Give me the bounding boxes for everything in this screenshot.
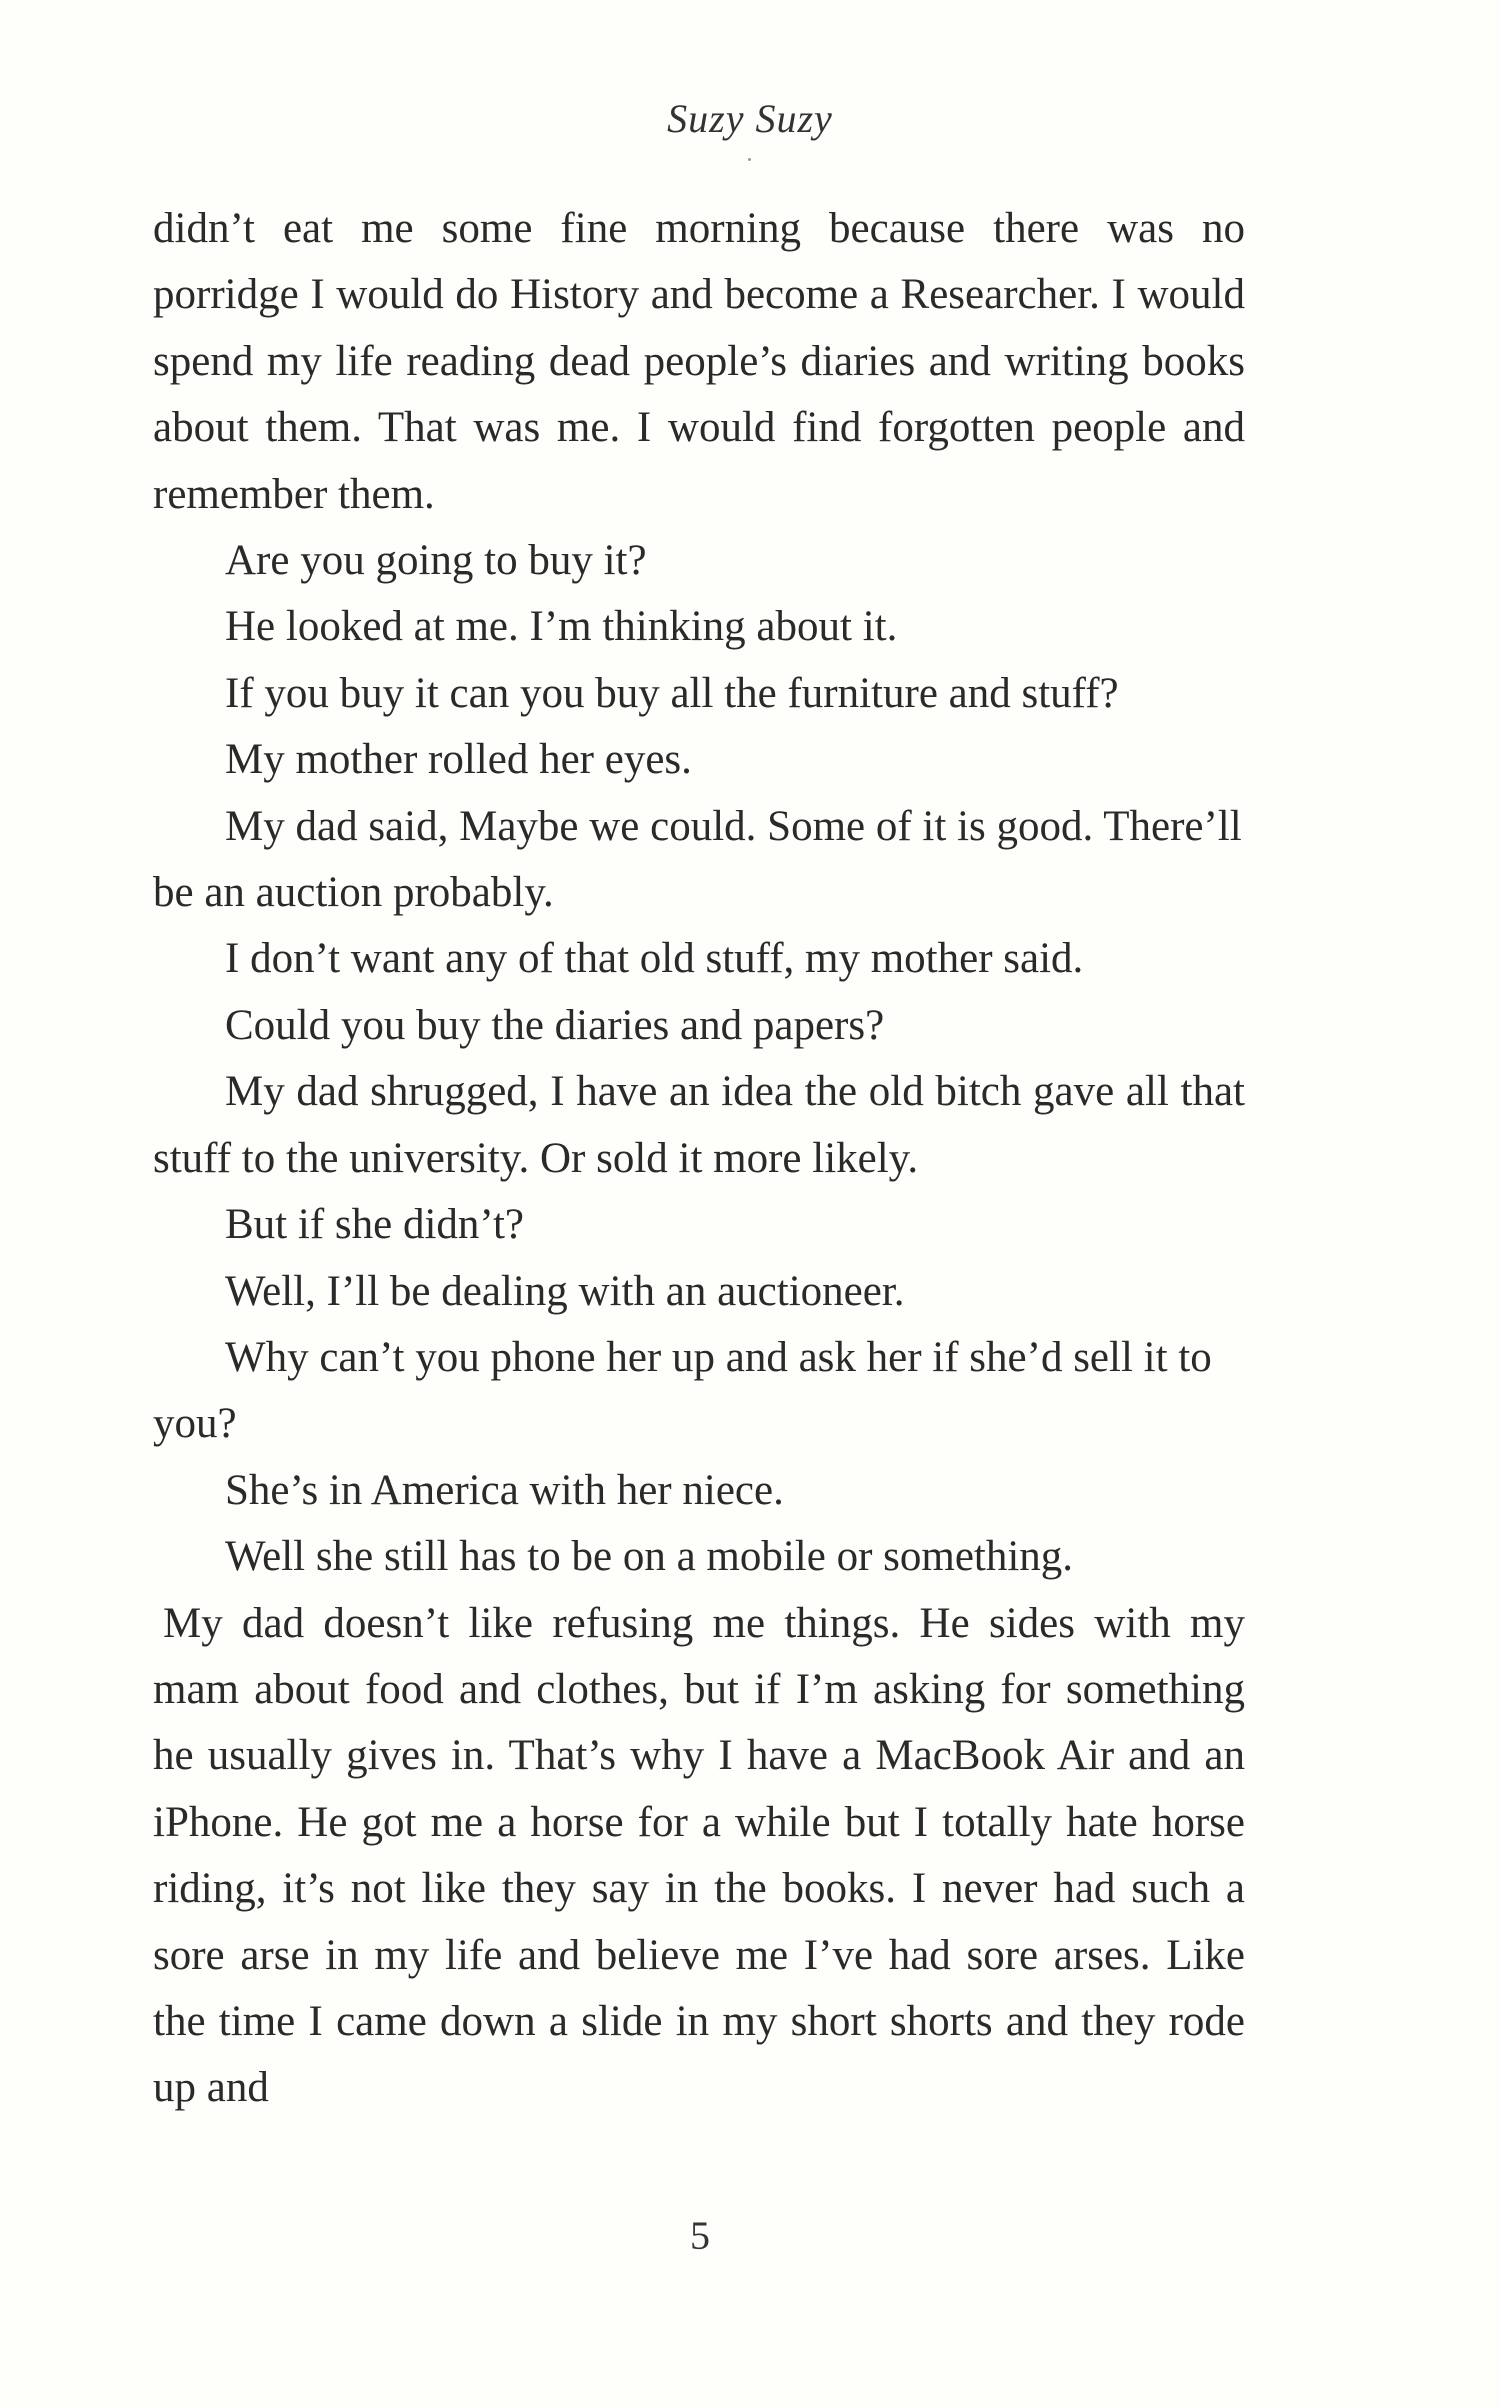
page-number: 5 xyxy=(690,2213,710,2258)
paragraph: He looked at me. I’m thinking about it. xyxy=(225,603,898,651)
paragraph: I don’t want any of that old stuff, my mother said. xyxy=(225,935,1084,983)
paragraph: Well she still has to be on a mobile or something. xyxy=(225,1533,1074,1581)
paragraph: My dad doesn’t like refusing me things. He sides with my mam about food and clothes, but if I’m asking for something he usually gives in. That’s why I have a MacBook Air and an iPhone. He got me a horse for a while but I totally hate horse riding, it’s not like they say in the books. I never had such a sore arse in my life and believe me I’ve had sore arses. Like the time I came down a slide in my short shorts and they rode up and xyxy=(153,1599,1245,2112)
paragraph: Are you going to buy it? xyxy=(225,537,647,585)
paragraph: But if she didn’t? xyxy=(225,1201,524,1249)
body-text xyxy=(153,196,1245,2122)
print-speck xyxy=(748,158,751,161)
paragraph: Why can’t you phone her up and ask her if she’d sell it to you? xyxy=(153,1333,1212,1448)
paragraph: My dad shrugged, I have an idea the old bitch gave all that stuff to the university. Or sold it more likely. xyxy=(153,1068,1245,1182)
paragraph: Well, I’ll be dealing with an auctioneer. xyxy=(225,1267,905,1315)
running-head-title: Suzy Suzy xyxy=(667,96,833,141)
paragraph: My mother rolled her eyes. xyxy=(225,736,692,784)
paragraph: She’s in America with her niece. xyxy=(225,1466,784,1514)
paragraph: If you buy it can you buy all the furniture and stuff? xyxy=(225,669,1119,717)
paragraph: Could you buy the diaries and papers? xyxy=(225,1001,885,1049)
paragraph: didn’t eat me some fine morning because there was no porridge I would do History and become a Researcher. I would spend my life reading dead people’s diaries and writing books about them. That was me. I would find forgotten people and remember them. xyxy=(153,205,1245,518)
paragraph: My dad said, Maybe we could. Some of it is good. There’ll be an auction probably. xyxy=(153,802,1242,917)
